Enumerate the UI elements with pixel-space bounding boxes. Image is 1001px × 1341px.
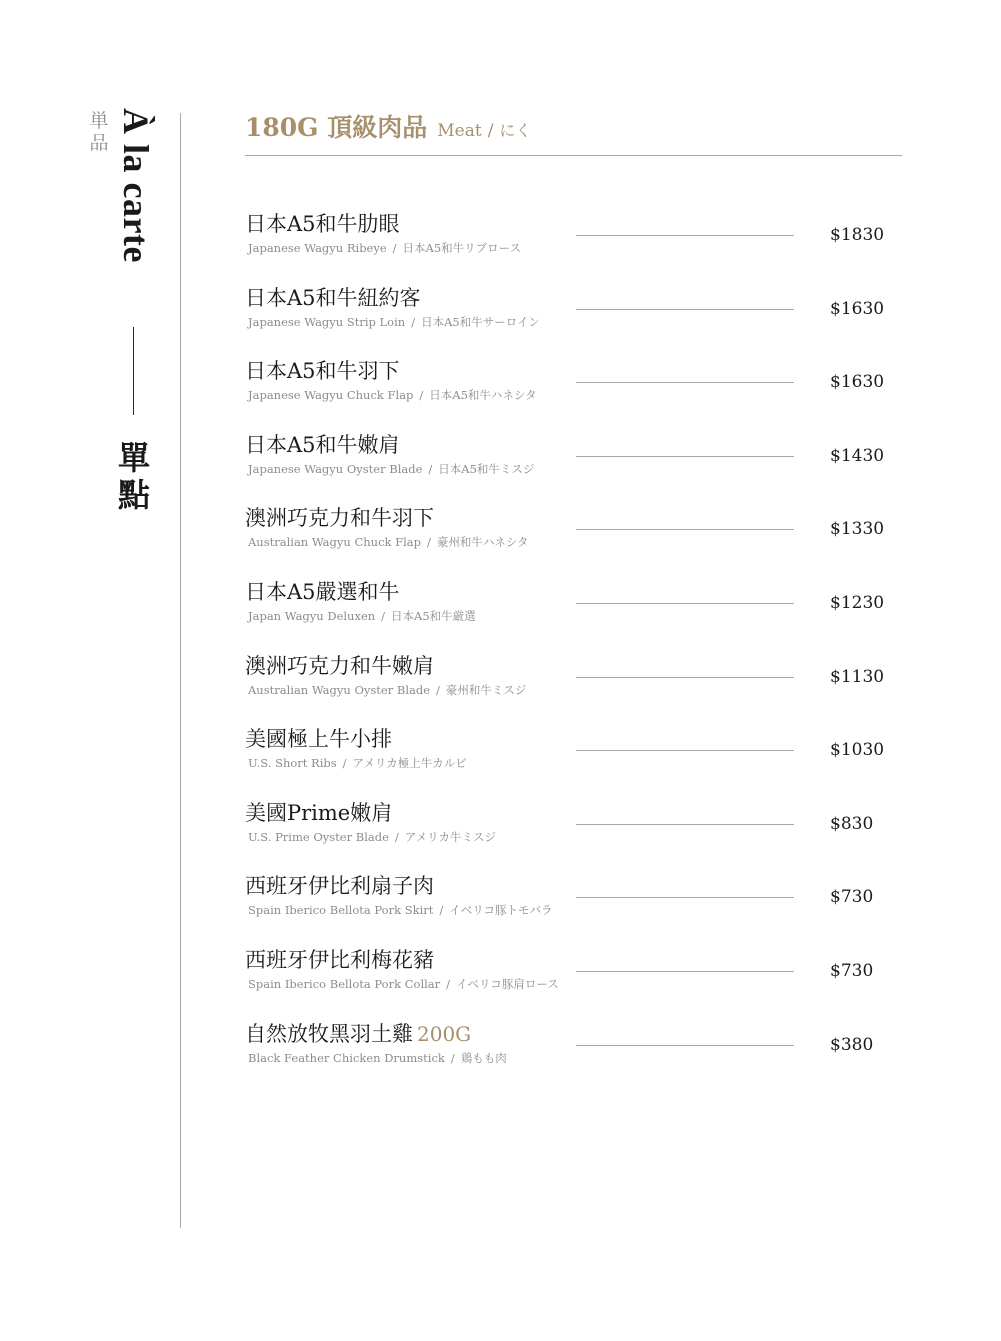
menu-item-name-text: 自然放牧黑羽土雞: [245, 1021, 413, 1046]
menu-item-separator: /: [446, 976, 451, 991]
menu-item: [245, 356, 905, 430]
menu-item-price: $830: [830, 813, 874, 834]
menu-item-name-text: 美國Prime嫩肩: [245, 800, 393, 825]
menu-item-weight: 200G: [417, 1021, 472, 1046]
menu-item: [245, 503, 905, 577]
section-header: [245, 108, 902, 144]
menu-item-price: $1330: [830, 519, 885, 540]
menu-item-japanese: 日本A5和牛サーロイン: [421, 314, 540, 329]
menu-item-name: [245, 209, 400, 239]
menu-item-name-text: 日本A5嚴選和牛: [245, 579, 400, 604]
menu-item-leader-line: [576, 603, 794, 604]
menu-item-separator: /: [419, 388, 424, 403]
menu-item-name: [245, 577, 400, 607]
menu-item-name: [245, 871, 434, 901]
menu-item-name-text: 美國極上牛小排: [245, 727, 392, 752]
menu-item-separator: /: [428, 461, 433, 476]
menu-item-separator: /: [381, 608, 386, 623]
menu-item-separator: /: [450, 1050, 455, 1065]
menu-item-name-text: 日本A5和牛紐約客: [245, 285, 421, 310]
menu-item-separator: /: [436, 682, 440, 697]
menu-item-japanese: 日本A5和牛ミスジ: [438, 461, 535, 476]
menu-item-separator: /: [342, 756, 347, 771]
menu-item-subtitle: [248, 902, 553, 918]
menu-item-name: [245, 503, 434, 533]
menu-item-price: $1430: [830, 445, 885, 466]
section-title-en: Meat: [437, 121, 482, 141]
menu-item-subtitle: [248, 829, 496, 845]
menu-item: [245, 871, 905, 945]
menu-item-price: $1630: [830, 298, 885, 319]
menu-item-japanese: イベリコ豚トモバラ: [449, 903, 553, 918]
menu-item: [245, 577, 905, 651]
menu-item: [245, 1019, 905, 1093]
section-title: 180G 頂級肉品: [245, 113, 428, 142]
menu-item-separator: /: [394, 829, 399, 844]
menu-item-leader-line: [576, 824, 794, 825]
vertical-divider: [180, 113, 181, 1228]
menu-item-subtitle: [248, 534, 528, 550]
side-jp-label: 単品: [89, 110, 109, 154]
menu-item-price: $1030: [830, 740, 885, 761]
menu-item-leader-line: [576, 897, 794, 898]
menu-item-name: [245, 798, 392, 828]
menu-item-name: [245, 1019, 471, 1049]
menu-item: [245, 651, 905, 725]
menu-item-name: [245, 356, 400, 386]
menu-item: [245, 724, 905, 798]
menu-item-japanese: イベリコ豚肩ロース: [456, 976, 559, 991]
menu-item-subtitle: [248, 387, 536, 403]
menu-item-separator: /: [411, 314, 416, 329]
menu-item: [245, 430, 905, 504]
menu-item-japanese: 日本A5和牛厳選: [391, 608, 476, 623]
menu-item-japanese: 豪州和牛ハネシタ: [436, 535, 529, 550]
menu-item-english: Spain Iberico Bellota Pork Collar: [248, 976, 441, 991]
header-divider: [245, 155, 902, 156]
menu-item-english: U.S. Short Ribs: [248, 756, 337, 771]
menu-item-subtitle: [248, 240, 521, 256]
menu-item-separator: /: [439, 903, 444, 918]
menu-item-name: [245, 430, 400, 460]
menu-item-name: [245, 724, 392, 754]
menu-item: [245, 798, 905, 872]
menu-list: [245, 209, 905, 1092]
menu-item: [245, 209, 905, 283]
menu-item-japanese: 日本A5和牛ハネシタ: [429, 388, 537, 403]
menu-item-subtitle: [248, 608, 476, 624]
menu-item-leader-line: [576, 382, 794, 383]
menu-item-price: $380: [830, 1034, 874, 1055]
menu-item-english: Japanese Wagyu Chuck Flap: [248, 388, 414, 403]
menu-item-name-text: 澳洲巧克力和牛羽下: [245, 506, 434, 531]
menu-item-english: Japanese Wagyu Strip Loin: [248, 314, 406, 329]
menu-item: [245, 945, 905, 1019]
menu-item-price: $1630: [830, 372, 885, 393]
menu-item-subtitle: [248, 682, 526, 698]
section-title-jp: にく: [499, 121, 532, 140]
menu-item-leader-line: [576, 971, 794, 972]
side-divider-dash: [133, 327, 134, 415]
menu-item-leader-line: [576, 235, 794, 236]
menu-item-name: [245, 945, 434, 975]
menu-item-subtitle: [248, 1050, 507, 1066]
menu-item-price: $730: [830, 960, 874, 981]
menu-item-subtitle: [248, 314, 540, 330]
menu-item-japanese: アメリカ極上牛カルビ: [352, 756, 467, 771]
menu-item-name-text: 日本A5和牛肋眼: [245, 212, 400, 236]
menu-item-price: $1230: [830, 592, 885, 613]
menu-item-japanese: アメリカ牛ミスジ: [404, 829, 496, 844]
menu-item-english: Japanese Wagyu Oyster Blade: [248, 461, 423, 476]
menu-item-leader-line: [576, 1045, 794, 1046]
menu-item-leader-line: [576, 309, 794, 310]
menu-item-english: Australian Wagyu Oyster Blade: [248, 682, 431, 697]
menu-item-japanese: 鶏もも肉: [460, 1050, 507, 1065]
menu-item-name: [245, 283, 421, 313]
menu-item-subtitle: [248, 461, 534, 477]
section-title-separator: /: [487, 121, 494, 141]
menu-item-price: $1830: [830, 225, 885, 245]
menu-item-price: $1130: [830, 666, 885, 687]
menu-item-leader-line: [576, 750, 794, 751]
menu-item-leader-line: [576, 456, 794, 457]
side-french-title: À la carte: [116, 108, 156, 263]
menu-item-name-text: 日本A5和牛嫩肩: [245, 432, 400, 457]
menu-item-english: Japan Wagyu Deluxen: [248, 608, 376, 623]
menu-item-separator: /: [427, 535, 431, 550]
menu-item-price: $730: [830, 887, 874, 908]
menu-item-english: Australian Wagyu Chuck Flap: [248, 535, 422, 550]
menu-item-japanese: 日本A5和牛リブロース: [402, 241, 522, 255]
menu-item-name-text: 日本A5和牛羽下: [245, 359, 400, 384]
menu-item-subtitle: [248, 755, 467, 771]
menu-item-english: Spain Iberico Bellota Pork Skirt: [248, 903, 434, 918]
menu-item-leader-line: [576, 677, 794, 678]
menu-item-english: U.S. Prime Oyster Blade: [248, 829, 389, 844]
menu-item-name-text: 西班牙伊比利梅花豬: [245, 947, 434, 972]
menu-item: [245, 283, 905, 357]
menu-item-name: [245, 651, 434, 681]
menu-item-leader-line: [576, 529, 794, 530]
menu-item-separator: /: [392, 241, 397, 255]
menu-item-name-text: 西班牙伊比利扇子肉: [245, 874, 434, 899]
menu-item-english: Japanese Wagyu Ribeye: [248, 241, 387, 255]
menu-item-english: Black Feather Chicken Drumstick: [248, 1050, 445, 1065]
menu-item-japanese: 豪州和牛ミスジ: [445, 682, 527, 697]
side-chinese-title: 單點: [117, 439, 150, 514]
menu-item-subtitle: [248, 976, 559, 992]
menu-item-name-text: 澳洲巧克力和牛嫩肩: [245, 653, 434, 678]
